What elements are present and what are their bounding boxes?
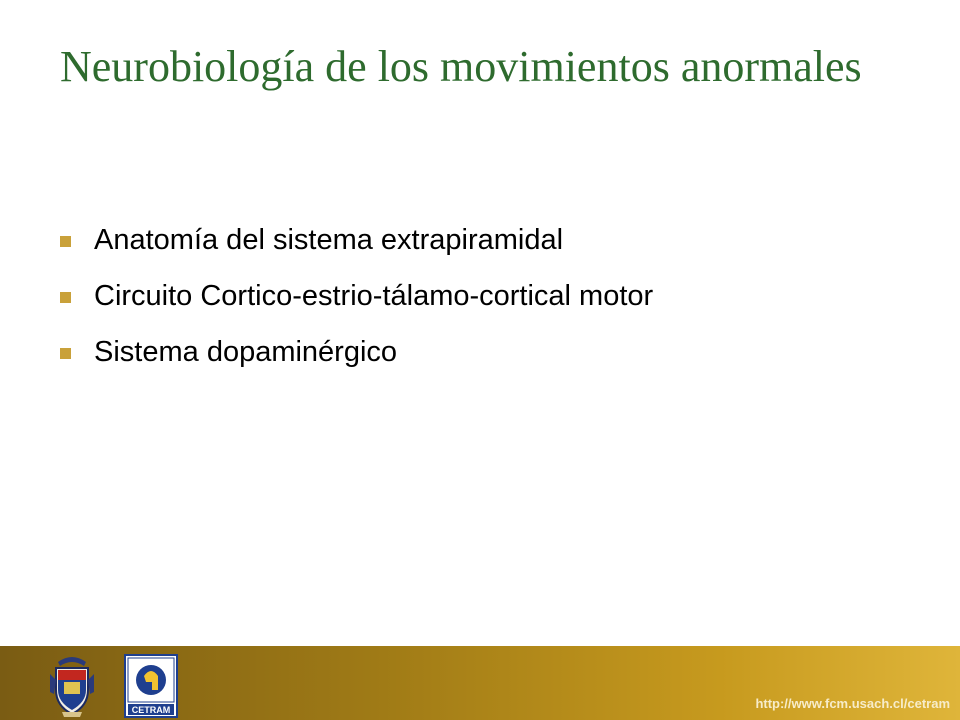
bullet-text: Sistema dopaminérgico <box>94 336 398 368</box>
cetram-logo <box>124 654 178 718</box>
bullet-text: Anatomía del sistema extrapiramidal <box>94 224 564 256</box>
cetram-logo-text: CETRAM <box>131 705 171 715</box>
slide-title: Neurobiología de los movimientos anormales <box>60 42 862 91</box>
bullet-square-icon <box>60 292 71 303</box>
bullet-square-icon <box>60 236 71 247</box>
bullet-item <box>60 334 920 370</box>
bullet-item <box>60 278 920 314</box>
bullet-text: Circuito Cortico-estrio-tálamo-cortical motor <box>94 280 654 312</box>
bullet-item <box>60 222 920 258</box>
university-crest-icon <box>48 654 96 718</box>
bullet-square-icon <box>60 348 71 359</box>
footer-url: http://www.fcm.usach.cl/cetram <box>755 696 950 711</box>
bullet-list <box>60 222 920 390</box>
